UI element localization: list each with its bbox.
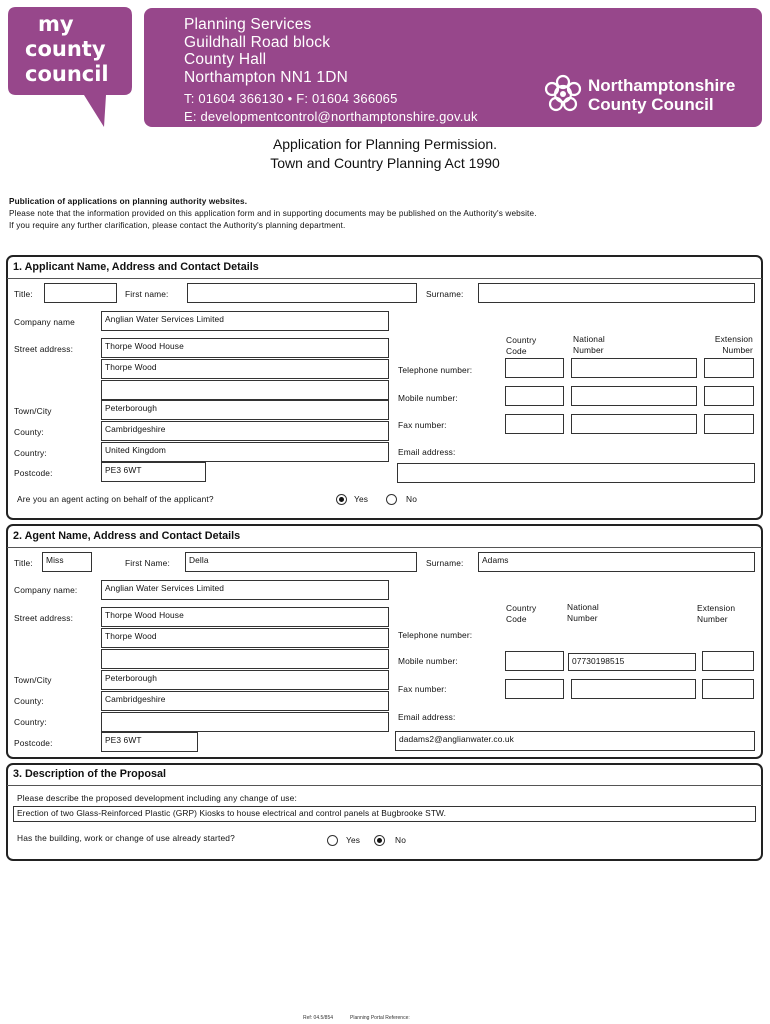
label-mobile: Mobile number: — [398, 393, 458, 403]
agent-no-radio[interactable] — [386, 494, 397, 505]
applicant-email-field[interactable] — [397, 463, 755, 483]
document-title: Application for Planning Permission. — [272, 136, 498, 152]
label-company: Company name — [14, 317, 75, 327]
label-email: Email address: — [398, 447, 456, 457]
started-yes-radio[interactable] — [327, 835, 338, 846]
applicant-street-line3[interactable] — [101, 380, 389, 400]
agent-yes-radio[interactable] — [336, 494, 347, 505]
agent-mobile-country-code[interactable] — [505, 651, 564, 671]
agent-fax-country-code[interactable] — [505, 679, 564, 699]
applicant-country-field[interactable]: United Kingdom — [101, 442, 389, 462]
applicant-postcode-field[interactable]: PE3 6WT — [101, 462, 206, 482]
label-street: Street address: — [14, 613, 74, 623]
address-line: County Hall — [184, 51, 267, 69]
applicant-fax-country-code[interactable] — [505, 414, 564, 434]
label-company: Company name: — [14, 585, 78, 595]
header-address — [184, 16, 478, 126]
agent-mobile-extension[interactable] — [702, 651, 754, 671]
proposal-prompt: Please describe the proposed development including any change of use: — [17, 793, 297, 803]
applicant-mobile-extension[interactable] — [704, 386, 754, 406]
label-title: Title: — [14, 558, 33, 568]
started-yes-label: Yes — [346, 835, 361, 845]
agent-no-label: No — [406, 494, 418, 504]
applicant-title-field[interactable] — [44, 283, 117, 303]
notice-heading: Publication of applications on planning authority websites. — [9, 197, 248, 206]
label-country: Country: — [14, 448, 47, 458]
agent-county-field[interactable]: Cambridgeshire — [101, 691, 389, 711]
logo-text-council: council — [25, 62, 109, 86]
label-national-number: National Number — [567, 602, 599, 623]
agent-street-line2[interactable]: Thorpe Wood — [101, 628, 389, 648]
section-heading: 3. Description of the Proposal — [13, 768, 166, 780]
notice-text: Please note that the information provided on this application form and in supporting documents may be published on the Authority's website. — [9, 209, 537, 218]
rose-crest-icon — [542, 73, 584, 115]
logo-text-county: county — [25, 37, 106, 61]
header-banner — [144, 8, 762, 127]
label-fax: Fax number: — [398, 420, 447, 430]
label-fax: Fax number: — [398, 684, 447, 694]
contact-email: E: developmentcontrol@northamptonshire.gov.uk — [184, 108, 478, 124]
applicant-surname-field[interactable] — [478, 283, 755, 303]
applicant-county-field[interactable]: Cambridgeshire — [101, 421, 389, 441]
label-title: Title: — [14, 289, 33, 299]
agent-yes-label: Yes — [354, 494, 369, 504]
my-county-council-logo — [8, 7, 132, 127]
applicant-mobile-country-code[interactable] — [505, 386, 564, 406]
applicant-tel-extension[interactable] — [704, 358, 754, 378]
agent-title-field[interactable]: Miss — [42, 552, 92, 572]
started-no-label: No — [395, 835, 407, 845]
council-name-line1: Northamptonshire — [588, 76, 736, 95]
label-postcode: Postcode: — [14, 738, 53, 748]
agent-question: Are you an agent acting on behalf of the applicant? — [17, 494, 214, 504]
label-national-number: National Number — [573, 334, 605, 355]
label-surname: Surname: — [426, 558, 464, 568]
address-line: Northampton NN1 1DN — [184, 68, 349, 86]
agent-fax-extension[interactable] — [702, 679, 754, 699]
section-divider — [7, 278, 762, 279]
address-line: Guildhall Road block — [184, 33, 331, 51]
label-mobile: Mobile number: — [398, 656, 458, 666]
applicant-street-line1[interactable]: Thorpe Wood House — [101, 338, 389, 358]
logo-text-my: my — [38, 12, 74, 36]
agent-first-name-field[interactable]: Della — [185, 552, 417, 572]
agent-surname-field[interactable]: Adams — [478, 552, 755, 572]
label-street: Street address: — [14, 344, 74, 354]
label-extension: Extension Number — [697, 603, 736, 624]
northamptonshire-logo — [542, 73, 752, 121]
applicant-fax-extension[interactable] — [704, 414, 754, 434]
section-heading: 1. Applicant Name, Address and Contact Details — [13, 261, 259, 273]
agent-country-field[interactable] — [101, 712, 389, 732]
footer-portal-ref: Planning Portal Reference: — [350, 1015, 410, 1021]
label-town: Town/City — [14, 675, 52, 685]
applicant-mobile-national[interactable] — [571, 386, 697, 406]
label-county: County: — [14, 696, 44, 706]
agent-mobile-national[interactable]: 07730198515 — [568, 653, 696, 671]
applicant-town-field[interactable]: Peterborough — [101, 400, 389, 420]
started-no-radio[interactable] — [374, 835, 385, 846]
label-telephone: Telephone number: — [398, 630, 473, 640]
section-divider — [7, 547, 762, 548]
applicant-company-field[interactable]: Anglian Water Services Limited — [101, 311, 389, 331]
council-name — [588, 76, 735, 114]
label-email: Email address: — [398, 712, 456, 722]
agent-fax-national[interactable] — [571, 679, 696, 699]
label-first-name: First Name: — [125, 558, 170, 568]
label-first-name: First name: — [125, 289, 169, 299]
agent-postcode-field[interactable]: PE3 6WT — [101, 732, 198, 752]
contact-phone: T: 01604 366130 • F: 01604 366065 — [184, 91, 398, 107]
document-subtitle: Town and Country Planning Act 1990 — [270, 155, 500, 171]
footer-ref: Ref: 04.5/854 — [303, 1015, 334, 1021]
label-postcode: Postcode: — [14, 468, 53, 478]
label-country-code: Country Code — [506, 335, 537, 356]
agent-company-field[interactable]: Anglian Water Services Limited — [101, 580, 389, 600]
applicant-first-name-field[interactable] — [187, 283, 417, 303]
section-heading: 2. Agent Name, Address and Contact Details — [13, 530, 241, 542]
agent-email-field[interactable]: dadams2@anglianwater.co.uk — [395, 731, 755, 751]
agent-street-line1[interactable]: Thorpe Wood House — [101, 607, 389, 627]
label-surname: Surname: — [426, 289, 464, 299]
address-line: Planning Services — [184, 16, 312, 33]
applicant-tel-national[interactable] — [571, 358, 697, 378]
notice-text: If you require any further clarification, please contact the Authority's planning department. — [9, 221, 346, 230]
label-country: Country: — [14, 717, 47, 727]
agent-street-line3[interactable] — [101, 649, 389, 669]
proposal-description-field[interactable]: Erection of two Glass-Reinforced Plastic (GRP) Kiosks to house electrical and control panels at Bugbrooke STW. — [13, 806, 756, 822]
started-question: Has the building, work or change of use already started? — [17, 833, 235, 843]
applicant-tel-country-code[interactable] — [505, 358, 564, 378]
label-extension: Extension Number — [714, 334, 753, 355]
label-town: Town/City — [14, 406, 52, 416]
council-name-line2: County Council — [588, 95, 714, 114]
section-divider — [7, 785, 762, 786]
label-country-code: Country Code — [506, 603, 537, 624]
applicant-fax-national[interactable] — [571, 414, 697, 434]
label-county: County: — [14, 427, 44, 437]
label-telephone: Telephone number: — [398, 365, 473, 375]
applicant-street-line2[interactable]: Thorpe Wood — [101, 359, 389, 379]
agent-town-field[interactable]: Peterborough — [101, 670, 389, 690]
